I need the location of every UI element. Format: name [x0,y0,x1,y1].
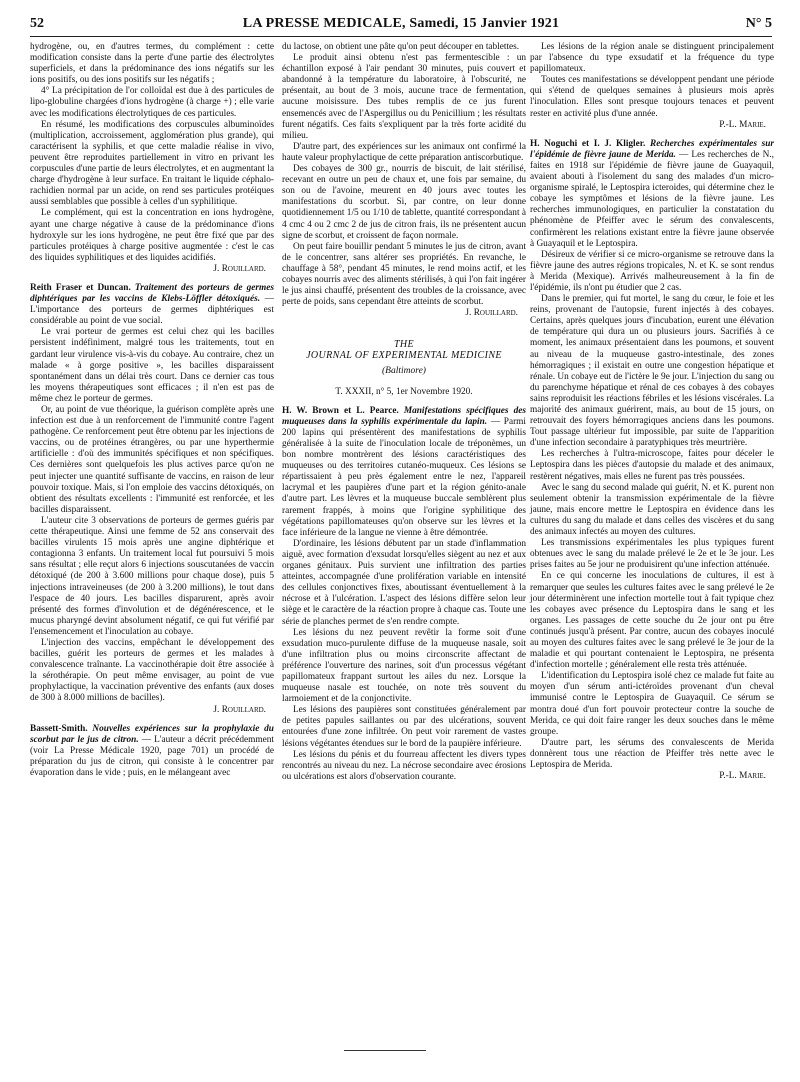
article-title: Nouvelles expériences sur la prophylaxie du scorbut par le jus de citron. [30,723,274,745]
article-heading [282,406,526,539]
paragraph: Or, au point de vue théorique, la guérison complète après une infection est due à un renforcement de l'immunité contre l'agent pathogène. Ce renforcement peut être obtenu par les injections de vaccins, ou de protéines étrangères, ou par une hyperthermie artificielle : d'où des immunités spécifiques et non spécifiques. Ces dernières sont quelquefois les plus actives parce qu'on ne peut injecter une quantité suffisante de vaccins, en raison de leur pouvoir toxique. Mais, si l'on emploie des vaccins détoxiqués, on obtient des résultats excellents : l'immunité est renforcée, et les bacilles disparaissent. [30,405,274,515]
article-title: Traitement des porteurs de germes diphtériques par les vaccins de Klebs-Löffler détoxiqués. [30,282,275,305]
signature: J. Rouillard. [465,308,518,319]
paragraph: Les transmissions expérimentales les plus typiques furent obtenues avec le sang du malade prélevé le 2e et le 3e jour. Les prises faites au 5e jour ne produisirent qu'une infection atténuée. [530,538,774,571]
paragraph: D'autre part, les sérums des convalescents de Merida donnèrent tous une réaction de Pfeiffer très nette avec le Leptospira de Merida. [530,737,774,770]
paragraph: Les recherches à l'ultra-microscope, faites pour déceler le Leptospira dans les pièces d'autopsie du malade et des animaux, restèrent négatives, mais elles ne furent pas très poussées. [530,449,774,482]
paragraph: D'ordinaire, les lésions débutent par un stade d'inflammation aiguë, avec formation d'exsudat lorsqu'elles siègent au nez et aux organes génitaux. Puis survient une infiltration des parties atteintes, accompagnée d'une prolifération variable en intensité des cellules conjonctives fixes, aboutissant éventuellement à la nécrose et à l'ulcération. L'aspect des lésions diffère selon leur siège et le caractère de la réaction propre à chaque cas. Toute une série de planches permet de s'en rendre compte. [282,538,526,627]
journal-section-heading [282,339,526,397]
paragraph: 4° La précipitation de l'or colloïdal est due à des particules de lipo-globuline chargées d'ions hydrogène (à charge +) ; elle varie avec les modifications électrolytiques de ces particules. [30,86,274,119]
signature: J. Rouillard. [213,263,266,274]
footer-rule [344,1050,426,1051]
article-title: Manifestations spécifiques des muqueuses dans la syphilis expérimentale du lapin. [282,405,526,427]
article-authors: Reith Fraser et Duncan. [30,282,131,293]
article-heading [530,139,774,250]
signature: P.-L. Marie. [719,119,766,130]
paragraph: L'auteur cite 3 observations de porteurs de germes guéris par cette thérapeutique. Ainsi une femme de 52 ans conservait des bacilles virulents 15 mois après une angine diphtérique et contagionna 3 enfants. Un traitement local fut poursuivi 5 mois sans résultat ; elle reçut alors 6 injections souscutanées de vaccin détoxiqué (de 200 à 3.600 millions pour chaque dose), puis 5 injections intraveineuses (de 200 à 3.200 millions), le tout dans l'espace de 40 jours. Les bacilles disparurent, après avoir présenté des formes d'involution et de dégénérescence, et le mucus pharyngé devint absolument négatif, ce qui fut vérifié par l'ensemencement et l'inoculation au cobaye. [30,515,274,637]
issue-number: N° 5 [745,16,772,31]
paragraph: — L'importance des porteurs de germes diphtériques est considérable au point de vue social. [30,294,274,327]
journal-title: LA PRESSE MEDICALE, Samedi, 15 Janvier 1921 [242,16,560,31]
paragraph: Désireux de vérifier si ce micro-organisme se retrouve dans la fièvre jaune des autres régions tropicales, N. et K. se sont rendus à Merida (Mexique). Arrivés malheureusement à la fin de l'épidémie, ils n'ont pu étudier que 2 cas. [530,249,774,293]
paragraph: hydrogène, ou, en d'autres termes, du complément : cette modification consiste dans la perte d'une partie des électrolytes superficiels, et dans la prédominance des ions négatifs sur les ions positifs, ou des ions positifs sur les négatifs ; [30,42,274,86]
paragraph: D'autre part, des expériences sur les animaux ont confirmé la haute valeur prophylactique de cette préparation antiscorbutique. [282,141,526,163]
journal-volume: T. XXXII, n° 5, 1er Novembre 1920. [335,386,473,397]
paragraph: En ce qui concerne les inoculations de cultures, il est à remarquer que seules les cultures faites avec le sang prélevé le 2e jour déterminèrent une infection mortelle tout à fait typique chez les cobayes avec présence du Leptospira dans le sang et les organes. Les passages de cette souche du 2e jour ont pu être continués jusqu'à présent. Par contre, aucun des cobayes inoculé au moyen des cultures faites avec le sang prélevé le 3e jour de la maladie et qui pourtant contenaient le Leptospira, ne présenta d'infection mortelle ; généralement elle resta très atténuée. [530,571,774,671]
column-2 [282,42,526,783]
journal-name: JOURNAL OF EXPERIMENTAL MEDICINE [306,350,502,362]
article-authors: Bassett-Smith. [30,723,88,734]
column-1 [30,42,274,779]
paragraph: L'injection des vaccins, empêchant le développement des bacilles, guérit les porteurs de germes et les malades à convalescence traînante. La vaccinothérapie doit être associée à la sérothérapie. On peut même envisager, au point de vue prophylactique, la vaccination préventive des enfants (aux doses de 300 à 8.000 millions de bacilles). [30,637,274,704]
paragraph: — L'auteur a décrit précédemment (voir La Presse Médicale 1920, page 701) un procédé de préparation du jus de citron, qui consiste à le concentrer par évaporation dans le vide ; puis, en le mélangeant avec [30,734,275,778]
signature: J. Rouillard. [213,704,266,715]
page-number: 52 [30,16,44,31]
paragraph: Les lésions de la région anale se distinguent principalement par l'absence du type exsudatif et la fréquence du type papillomateux. [530,42,774,75]
paragraph: Des cobayes de 300 gr., nourris de biscuit, de lait stérilisé, recevant en outre un peu de chaux et, une fois par semaine, du son ou de l'avoine, meurent en 40 jours avec toutes les manifestations du scorbut. Si, par contre, on leur donne quotidiennement 1/5 ou 1/10 de tablette, quantité correspondant à 4 cmc 4 ou 2 cmc 2 de jus de citron frais, ils ne présentent aucun signe de scorbut, et croissent de façon normale. [282,164,526,241]
paragraph: Les lésions des paupières sont constituées généralement par de petites papules saillantes ou par des ulcérations, souvent entourées d'une zone infiltrée. On peut voir rarement de vastes lésions végétantes étendues sur le bord de la paupière inférieure. [282,705,526,749]
article-authors: H. W. Brown et L. Pearce. [282,405,399,416]
article-title: Recherches expérimentales sur l'épidémie de fièvre jaune de Merida. [530,138,774,160]
page-header [30,16,772,38]
paragraph: — Les recherches de N., faites en 1918 sur l'épidémie de fièvre jaune de Guayaquil, avaient abouti à l'isolement du sang des malades d'un micro-organisme spiralé, le Leptospira icteroides, qui détermine chez le cobaye les symptômes et lésions de la fièvre jaune. Les recherches immunologiques, en particulier la constatation du phénomène de Pfeiffer avec le sérum des convalescents, confirmèrent les relations existant entre la fièvre jaune observée à Guayaquil et le Leptospira. [530,149,774,249]
journal-article: THE [393,339,415,351]
paragraph: — Parmi 200 lapins qui présentèrent des manifestations de syphilis généralisée à la suite de l'inoculation locale de tréponèmes, un bon nombre montrèrent des lésions caractéristiques des muqueuses ou des territoires cutanéo-muqueux. Ces lésions se répartissaient à peu près également entre le nez, l'appareil lacrymal et les paupières d'une part et la région génito-anale d'autre part. Les lèvres et la muqueuse buccale semblèrent plus rarement frappés, à moins que l'origine syphilitique des végétations papillomateuses qu'on observe sur les lèvres et la face inférieure de la langue ne vienne à être démontrée. [282,416,526,538]
paragraph: Toutes ces manifestations se développent pendant une période qui s'étend de quelques semaines à plusieurs mois après l'inoculation. Elles sont presque toujours tenaces et peuvent rester en activité plus d'une année. [530,75,774,119]
journal-city: (Baltimore) [382,365,426,376]
paragraph: Dans le premier, qui fut mortel, le sang du cœur, le foie et les reins, provenant de l'autopsie, furent injectés à des cobayes. Certains, après quelques jours d'incubation, eurent une élévation de température qui dura un ou plusieurs jours. Sacrifiés à ce moment, les animaux présentaient dans les poumons, et souvent au niveau de la muqueuse gastro-intestinale, des zones hémorragiques ; il existait en outre une congestion hépatique et rénale. Un cobaye eut de l'ictère le 9e jour. L'injection du sang ou du parenchyme hépatique et rénal de ces cobayes à des cobayes sains reproduisit les réactions fébriles et les lésions viscérales. La majorité des animaux guérirent, mais, au bout de 15 jours, on retrouvait des foyers hémorragiques anciens dans les poumons. Tout passage ultérieur fut impossible, par suite de l'apparition d'une infection secondaire à paratyphiques très meurtrière. [530,294,774,449]
paragraph: Le complément, qui est la concentration en ions hydrogène, ayant une charge négative à cause de la prédominance d'ions hydroxyle sur les ions hydrogène, ne peut être fixé que par des particules protéiques à charge positive augmentée : c'est le cas des liquides syphilitiques et des liquides acidifiés. [30,208,274,263]
signature: P.-L. Marie. [719,771,766,782]
paragraph: Les lésions du nez peuvent revêtir la forme soit d'une exsudation muco-purulente diffuse de la muqueuse nasale, soit d'une infiltration plus ou moins circonscrite affectant de préférence l'ouverture des narines, soit d'un processus végétant papillomateux frappant surtout les ailes du nez. Lorsque la muqueuse nasale est touchée, on note très souvent du larmoiement et de la conjonctivite. [282,627,526,705]
paragraph: du lactose, on obtient une pâte qu'on peut découper en tablettes. [282,42,520,52]
article-authors: H. Noguchi et I. J. Kligler. [530,138,646,149]
paragraph: Les lésions du pénis et du fourreau affectent les divers types rencontrés au niveau du nez. La nécrose secondaire avec érosions ou ulcérations est alors d'observation courante. [282,749,526,782]
paragraph: L'identification du Leptospira isolé chez ce malade fut faite au moyen d'un sérum anti-ictéroïdes provenant d'un cheval immunisé contre le Leptospira de Guayaquil. Ce sérum se montra doué d'un fort pouvoir protecteur contre la souche de Merida, ce qui doit faire ranger les deux souches dans le même groupe. [530,671,774,737]
column-3 [530,42,774,788]
paragraph: En résumé, les modifications des corpuscules albuminoïdes (multiplication, accroissement, agglomération plus grande), qui caractérisent la syphilis, et que cette maladie réalise in vivo, peuvent être reproduites partiellement in vitro en privant les corpuscules d'une partie de leurs électrolytes, et en augmentant la charge d'hydrogène à leur surface. En traitant le liquide céphalo-rachidien normal par un acide, on rend ses particules protéiques aussi semblables que possible à celles d'un syphilitique. [30,119,274,208]
paragraph: Le vrai porteur de germes est celui chez qui les bacilles persistent indéfiniment, malgré tous les traitements, tout en gardant leur virulence vis-à-vis du cobaye. Au contraire, chez un malade « à gorge positive », les bacilles disparaissent spontanément dans un délai très court. Dans ce dernier cas tous les moyens thérapeutiques sont efficaces ; il n'en est pas de même chez le porteur de germes. [30,327,274,404]
paragraph: Le produit ainsi obtenu n'est pas fermentescible : un échantillon exposé à l'air pendant 30 minutes, puis couvert et abandonné à la température du laboratoire, à l'obscurité, ne présentait, au bout de 3 mois, aucune trace de fermentation, aucune moisissure. Des tubes remplis de ce jus furent ensemencés avec de l'Aspergillus ou du Penicillium ; les résultats furent négatifs. Ces faits s'expliquent par la très forte acidité du milieu. [282,53,526,141]
paragraph: On peut faire bouillir pendant 5 minutes le jus de citron, avant de le concentrer, sans altérer ses propriétés. En revanche, le chauffage à 58°, pendant 45 minutes, le rend moins actif, et les cobayes nourris avec des aliments stérilisés, à qui l'on fait ingérer le jus ainsi chauffé, présentent des troubles de la croissance, avec perte de poids, sans cependant être atteints de scorbut. [282,241,526,308]
paragraph: Avec le sang du second malade qui guérit, N. et K. purent non seulement obtenir la transmission expérimentale de la fièvre jaune, mais encore mettre le Leptospira en évidence dans les cultures du sang du malade et dans celles des viscères et du sang des animaux infectés au moyen des cultures. [530,482,774,538]
article-heading [30,724,274,779]
header-rule [30,36,772,37]
article-heading [30,283,274,327]
